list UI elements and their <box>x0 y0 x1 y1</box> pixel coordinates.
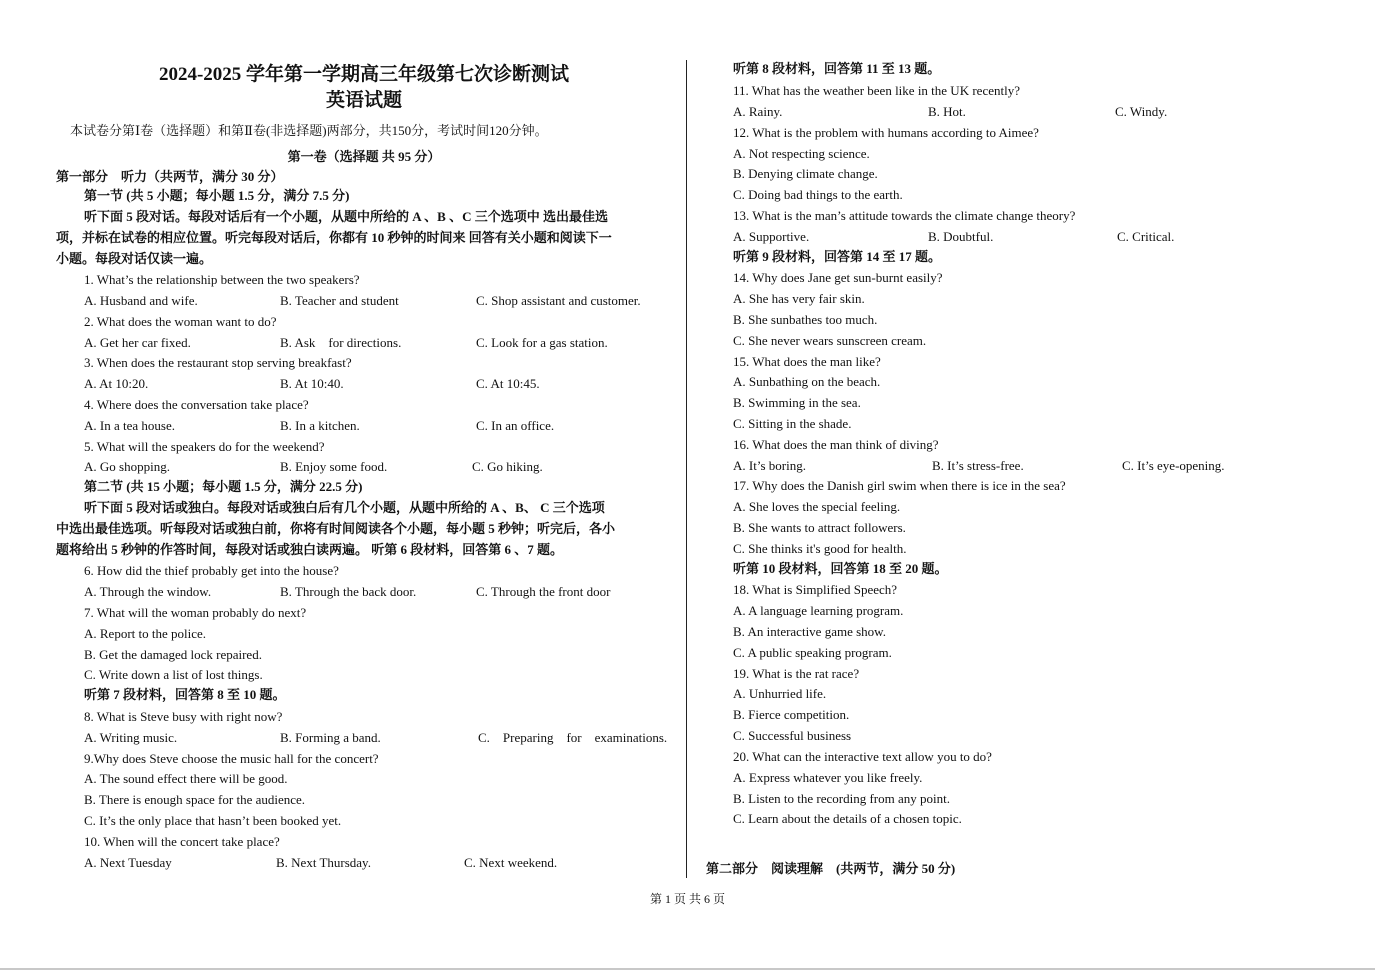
question-19-option-b: B. Fierce competition. <box>733 707 850 722</box>
question-16-option-b: B. It’s stress-free. <box>932 458 1024 473</box>
question-10-option-b: B. Next Thursday. <box>276 855 371 870</box>
question-17: 17. Why does the Danish girl swim when there is ice in the sea? <box>733 478 1066 493</box>
question-2-option-a: A. Get her car fixed. <box>84 335 191 350</box>
question-15: 15. What does the man like? <box>733 354 881 369</box>
question-18: 18. What is Simplified Speech? <box>733 582 898 597</box>
question-5-option-c: C. Go hiking. <box>472 459 543 474</box>
question-11: 11. What has the weather been like in the UK recently? <box>733 83 1020 98</box>
question-1-option-c: C. Shop assistant and customer. <box>476 293 641 308</box>
question-9: 9.Why does Steve choose the music hall for the concert? <box>84 751 379 766</box>
question-7-option-b: B. Get the damaged lock repaired. <box>84 647 262 662</box>
question-7-option-c: C. Write down a list of lost things. <box>84 667 263 682</box>
question-15-option-a: A. Sunbathing on the beach. <box>733 374 881 389</box>
exam-intro: 本试卷分第Ⅰ卷（选择题）和第Ⅱ卷(非选择题)两部分，共150分，考试时间120分钟。 <box>70 123 548 138</box>
question-5: 5. What will the speakers do for the weekend? <box>84 439 325 454</box>
question-15-option-c: C. Sitting in the shade. <box>733 416 852 431</box>
question-17-option-b: B. She wants to attract followers. <box>733 520 906 535</box>
question-13: 13. What is the man’s attitude towards the climate change theory? <box>733 208 1076 223</box>
question-14-option-b: B. She sunbathes too much. <box>733 312 878 327</box>
section1-instructions-line1: 听下面 5 段对话。每段对话后有一个小题，从题中所给的 A 、B 、C 三个选项中 选出最佳选 <box>84 209 608 224</box>
question-1-option-b: B. Teacher and student <box>280 293 399 308</box>
question-18-option-b: B. An interactive game show. <box>733 624 886 639</box>
question-3-option-a: A. At 10:20. <box>84 376 149 391</box>
question-6-option-a: A. Through the window. <box>84 584 212 599</box>
question-7-option-a: A. Report to the police. <box>84 626 207 641</box>
question-19-option-a: A. Unhurried life. <box>733 686 827 701</box>
section2-instructions-line3: 题将给出 5 秒钟的作答时间，每段对话或独白读两遍。 听第 6 段材料，回答第 6 、7 题。 <box>56 542 564 557</box>
question-14: 14. Why does Jane get sun-burnt easily? <box>733 270 943 285</box>
question-10-option-a: A. Next Tuesday <box>84 855 172 870</box>
section2-heading: 第二节 (共 15 小题；每小题 1.5 分，满分 22.5 分) <box>84 479 363 494</box>
question-11-option-a: A. Rainy. <box>733 104 783 119</box>
question-8-option-b: B. Forming a band. <box>280 730 381 745</box>
question-13-option-a: A. Supportive. <box>733 229 810 244</box>
question-20-option-b: B. Listen to the recording from any point. <box>733 791 950 806</box>
question-16: 16. What does the man think of diving? <box>733 437 939 452</box>
question-18-option-a: A. A language learning program. <box>733 603 904 618</box>
question-4: 4. Where does the conversation take place? <box>84 397 309 412</box>
question-1: 1. What’s the relationship between the two speakers? <box>84 272 360 287</box>
question-19: 19. What is the rat race? <box>733 666 860 681</box>
question-4-option-a: A. In a tea house. <box>84 418 175 433</box>
question-12-option-b: B. Denying climate change. <box>733 166 878 181</box>
question-4-option-c: C. In an office. <box>476 418 555 433</box>
question-20-option-a: A. Express whatever you like freely. <box>733 770 923 785</box>
question-15-option-b: B. Swimming in the sea. <box>733 395 861 410</box>
question-5-option-b: B. Enjoy some food. <box>280 459 388 474</box>
question-12-option-c: C. Doing bad things to the earth. <box>733 187 903 202</box>
question-10-option-c: C. Next weekend. <box>464 855 558 870</box>
question-9-option-c: C. It’s the only place that hasn’t been booked yet. <box>84 813 342 828</box>
question-1-option-a: A. Husband and wife. <box>84 293 198 308</box>
question-16-option-c: C. It’s eye-opening. <box>1122 458 1225 473</box>
question-13-option-b: B. Doubtful. <box>928 229 994 244</box>
question-8-option-c: C. Preparing for examinations. <box>478 730 668 745</box>
material-7-heading: 听第 7 段材料，回答第 8 至 10 题。 <box>84 687 286 702</box>
question-2: 2. What does the woman want to do? <box>84 314 277 329</box>
section2-instructions-line2: 中选出最佳选项。听每段对话或独白前，你将有时间阅读各个小题，每小题 5 秒钟；听完后，各小 <box>56 521 616 536</box>
question-6: 6. How did the thief probably get into the house? <box>84 563 339 578</box>
question-2-option-c: C. Look for a gas station. <box>476 335 608 350</box>
column-divider <box>686 60 687 878</box>
question-12-option-a: A. Not respecting science. <box>733 146 870 161</box>
page-number: 第 1 页 共 6 页 <box>649 892 725 906</box>
question-14-option-c: C. She never wears sunscreen cream. <box>733 333 927 348</box>
exam-subtitle: 英语试题 <box>325 90 402 111</box>
question-9-option-a: A. The sound effect there will be good. <box>84 771 288 786</box>
question-2-option-b: B. Ask for directions. <box>280 335 402 350</box>
question-5-option-a: A. Go shopping. <box>84 459 170 474</box>
question-7: 7. What will the woman probably do next? <box>84 605 307 620</box>
question-10: 10. When will the concert take place? <box>84 834 280 849</box>
question-8: 8. What is Steve busy with right now? <box>84 709 283 724</box>
volume-1-heading: 第一卷（选择题 共 95 分） <box>287 149 441 164</box>
section1-instructions-line3: 小题。每段对话仅读一遍。 <box>56 251 213 266</box>
section1-heading: 第一节 (共 5 小题；每小题 1.5 分，满分 7.5 分) <box>84 188 350 203</box>
question-8-option-a: A. Writing music. <box>84 730 178 745</box>
question-17-option-a: A. She loves the special feeling. <box>733 499 901 514</box>
question-13-option-c: C. Critical. <box>1117 229 1175 244</box>
question-11-option-c: C. Windy. <box>1115 104 1168 119</box>
question-3: 3. When does the restaurant stop serving breakfast? <box>84 355 352 370</box>
question-20-option-c: C. Learn about the details of a chosen topic. <box>733 811 962 826</box>
question-9-option-b: B. There is enough space for the audience. <box>84 792 306 807</box>
question-6-option-c: C. Through the front door <box>476 584 611 599</box>
question-6-option-b: B. Through the back door. <box>280 584 417 599</box>
question-20: 20. What can the interactive text allow you to do? <box>733 749 992 764</box>
part2-heading: 第二部分 阅读理解 (共两节，满分 50 分) <box>706 861 956 876</box>
exam-title: 2024-2025 学年第一学期高三年级第七次诊断测试 <box>158 64 570 85</box>
question-18-option-c: C. A public speaking program. <box>733 645 892 660</box>
question-12: 12. What is the problem with humans according to Aimee? <box>733 125 1039 140</box>
question-11-option-b: B. Hot. <box>928 104 966 119</box>
part1-heading: 第一部分 听力（共两节，满分 30 分） <box>56 169 284 184</box>
material-8-heading: 听第 8 段材料，回答第 11 至 13 题。 <box>733 61 941 76</box>
material-10-heading: 听第 10 段材料，回答第 18 至 20 题。 <box>733 561 948 576</box>
question-17-option-c: C. She thinks it's good for health. <box>733 541 907 556</box>
question-4-option-b: B. In a kitchen. <box>280 418 360 433</box>
material-9-heading: 听第 9 段材料，回答第 14 至 17 题。 <box>733 249 942 264</box>
section2-instructions-line1: 听下面 5 段对话或独白。每段对话或独白后有几个小题，从题中所给的 A 、B、 C 三个选项 <box>84 500 605 515</box>
question-14-option-a: A. She has very fair skin. <box>733 291 865 306</box>
page-bottom-edge <box>0 968 1375 970</box>
question-3-option-c: C. At 10:45. <box>476 376 540 391</box>
section1-instructions-line2: 项，并标在试卷的相应位置。听完每段对话后，你都有 10 秒钟的时间来 回答有关小题和阅读下一 <box>56 230 612 245</box>
question-16-option-a: A. It’s boring. <box>733 458 806 473</box>
question-3-option-b: B. At 10:40. <box>280 376 344 391</box>
question-19-option-c: C. Successful business <box>733 728 852 743</box>
